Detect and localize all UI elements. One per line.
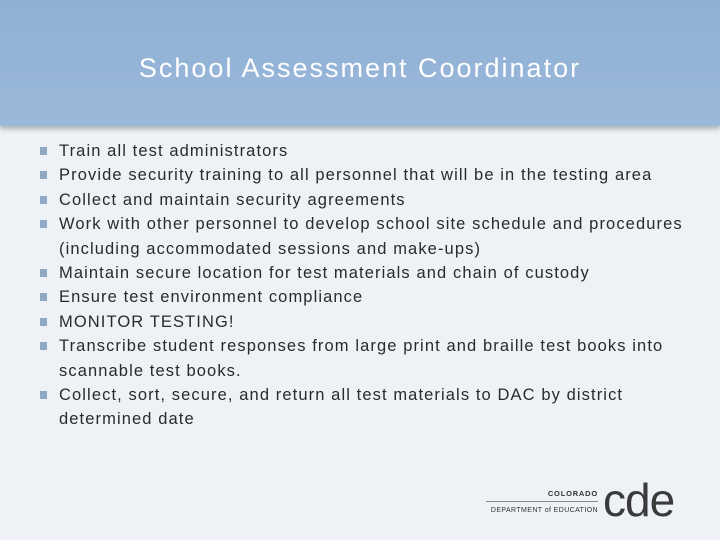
- bullet-item: [40, 212, 700, 261]
- bullet-marker-icon: [40, 171, 47, 179]
- bullet-marker-icon: [40, 269, 47, 277]
- bullet-item: [40, 285, 700, 309]
- logo-state-name: COLORADO: [547, 489, 598, 498]
- bullet-marker-icon: [40, 147, 47, 155]
- bullet-text: Provide security training to all personnel that will be in the testing area: [59, 166, 653, 185]
- bullet-item: [40, 334, 700, 383]
- bullet-marker-icon: [40, 293, 47, 301]
- bullet-item: [40, 188, 700, 212]
- bullet-marker-icon: [40, 391, 47, 399]
- bullet-marker-icon: [40, 196, 47, 204]
- bullet-item: [40, 383, 700, 432]
- bullet-text: Work with other personnel to develop school site schedule and procedures (including accommodated sessions and make-ups): [59, 215, 683, 258]
- bullet-marker-icon: [40, 318, 47, 326]
- bullet-item: [40, 261, 700, 285]
- title-bar: [0, 0, 720, 126]
- bullet-text: Ensure test environment compliance: [59, 288, 364, 307]
- bullet-item: [40, 139, 700, 163]
- logo-department-name: DEPARTMENT of EDUCATION: [490, 507, 598, 514]
- bullet-text: Collect, sort, secure, and return all test materials to DAC by district determined date: [59, 386, 624, 429]
- bullet-text: Collect and maintain security agreements: [59, 190, 406, 209]
- bullet-text: MONITOR TESTING!: [59, 312, 235, 331]
- bullet-item: [40, 163, 700, 187]
- bullet-item: [40, 310, 700, 334]
- bullet-text: Transcribe student responses from large print and braille test books into scannable test books.: [59, 337, 664, 380]
- bullet-marker-icon: [40, 220, 47, 228]
- cde-logo: [486, 474, 696, 526]
- bullet-text: Maintain secure location for test materials and chain of custody: [59, 264, 590, 283]
- bullet-text: Train all test administrators: [59, 142, 289, 160]
- bullet-list: [40, 139, 700, 432]
- logo-mark: cde: [603, 474, 675, 526]
- slide-title: School Assessment Coordinator: [138, 53, 582, 83]
- bullet-marker-icon: [40, 342, 47, 350]
- logo-divider: [486, 501, 598, 502]
